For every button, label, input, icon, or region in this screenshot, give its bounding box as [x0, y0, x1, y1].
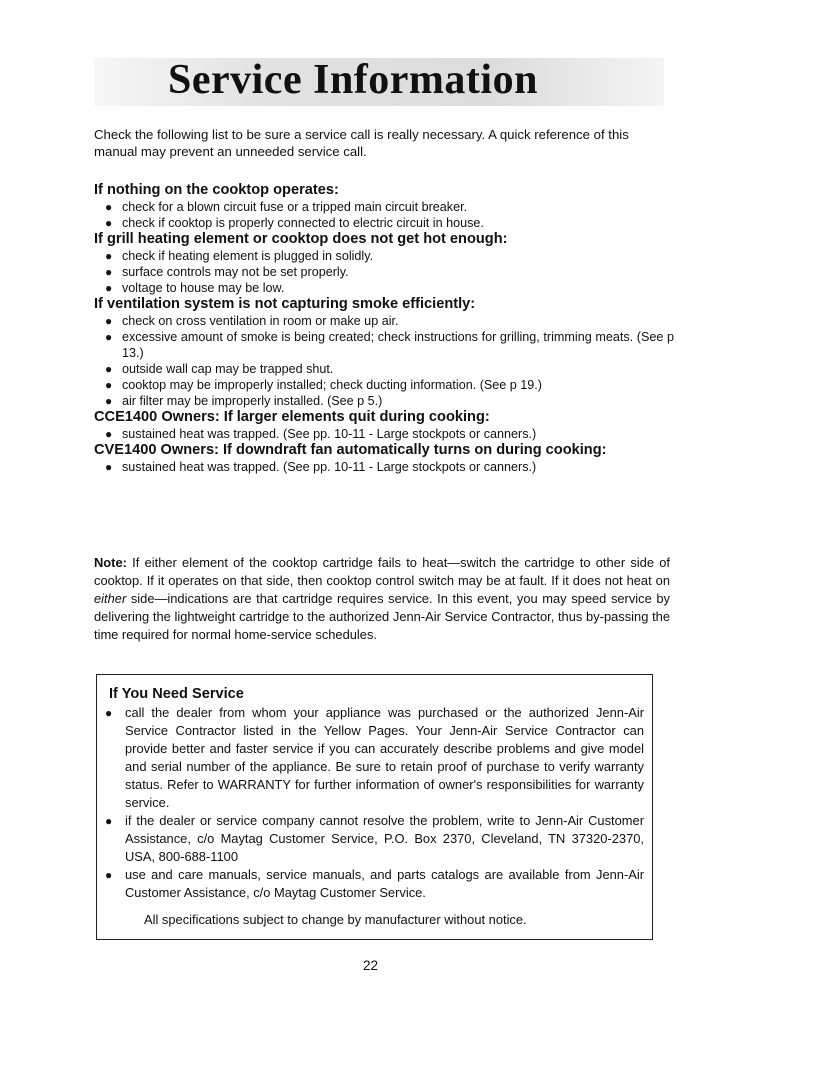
list-item-text: voltage to house may be low.	[122, 281, 285, 295]
bullet-icon: ●	[105, 460, 113, 474]
bullet-icon: ●	[105, 216, 113, 230]
page-number: 22	[363, 958, 379, 973]
list-item	[94, 459, 674, 475]
list-item	[94, 377, 674, 393]
service-list	[105, 704, 644, 902]
section-heading: If nothing on the cooktop operates:	[94, 182, 339, 198]
note-emphasis: either	[94, 591, 127, 606]
list-item	[105, 812, 644, 866]
note-label: Note:	[94, 555, 127, 570]
section-ventilation	[94, 296, 674, 409]
list-item	[94, 329, 674, 361]
intro-paragraph: Check the following list to be sure a service call is really necessary. A quick reference of this manual may prevent an unneeded service call.	[94, 127, 629, 159]
section-heading: CCE1400 Owners: If larger elements quit during cooking:	[94, 409, 490, 425]
list-item	[94, 215, 674, 231]
list-item-text: check if cooktop is properly connected to electric circuit in house.	[122, 216, 484, 230]
check-list	[94, 199, 674, 231]
bullet-icon: ●	[105, 281, 113, 295]
bullet-icon: ●	[105, 330, 113, 344]
list-item-text: call the dealer from whom your appliance was purchased or the authorized Jenn-Air Service Contractor listed in the Yellow Pages. Your Jenn-Air Service Contractor can provide better and faster service if you can accurately describe problems and give model and serial number of the appliance. Be sure to retain proof of purchase to verify warranty status. Refer to WARRANTY for further information of owner's responsibilities for warranty service.	[125, 705, 644, 810]
check-list	[94, 426, 674, 442]
list-item-text: cooktop may be improperly installed; check ducting information. (See p 19.)	[122, 378, 543, 392]
section-no-operation	[94, 182, 674, 231]
bullet-icon: ●	[105, 427, 113, 441]
if-you-need-service-box	[96, 674, 653, 940]
note-text-before: If either element of the cooktop cartridge fails to heat—switch the cartridge to other side of cooktop. If it operates on that side, then cooktop control switch may be at fault. If it does not heat on	[94, 555, 670, 588]
bullet-icon: ●	[105, 249, 113, 263]
section-heading: CVE1400 Owners: If downdraft fan automatically turns on during cooking:	[94, 442, 607, 458]
section-heading: If ventilation system is not capturing smoke efficiently:	[94, 296, 476, 312]
list-item-text: check if heating element is plugged in solidly.	[122, 249, 374, 263]
list-item	[94, 426, 674, 442]
list-item-text: air filter may be improperly installed. (See p 5.)	[122, 394, 383, 408]
list-item-text: excessive amount of smoke is being created; check instructions for grilling, trimming meats. (See p 13.)	[122, 330, 674, 360]
list-item-text: check on cross ventilation in room or make up air.	[122, 314, 399, 328]
list-item	[94, 361, 674, 377]
check-list	[94, 248, 674, 296]
list-item-text: sustained heat was trapped. (See pp. 10-11 - Large stockpots or canners.)	[122, 427, 537, 441]
section-cce1400	[94, 409, 674, 442]
bullet-icon: ●	[105, 314, 113, 328]
bullet-icon: ●	[105, 200, 113, 214]
list-item	[94, 280, 674, 296]
check-list	[94, 313, 674, 409]
note-paragraph	[94, 554, 670, 644]
section-cve1400	[94, 442, 674, 475]
list-item-text: use and care manuals, service manuals, and parts catalogs are available from Jenn-Air Customer Assistance, c/o Maytag Customer Service.	[125, 867, 644, 900]
list-item-text: outside wall cap may be trapped shut.	[122, 362, 334, 376]
section-heading: If grill heating element or cooktop does not get hot enough:	[94, 231, 508, 247]
troubleshooting-list	[94, 182, 674, 475]
list-item	[94, 393, 674, 409]
bullet-icon: ●	[105, 868, 113, 882]
list-item	[94, 248, 674, 264]
disclaimer: All specifications subject to change by manufacturer without notice.	[144, 912, 527, 927]
section-not-hot-enough	[94, 231, 674, 296]
bullet-icon: ●	[105, 362, 113, 376]
list-item	[94, 199, 674, 215]
check-list	[94, 459, 674, 475]
bullet-icon: ●	[105, 814, 113, 828]
list-item-text: surface controls may not be set properly.	[122, 265, 349, 279]
list-item-text: if the dealer or service company cannot resolve the problem, write to Jenn-Air Customer Assistance, c/o Maytag Customer Service, P.O. Box 2370, Cleveland, TN 37320-2370, USA, 800-688-1100	[125, 813, 644, 864]
list-item	[94, 313, 674, 329]
bullet-icon: ●	[105, 706, 113, 720]
list-item	[94, 264, 674, 280]
note-text-after: side—indications are that cartridge requires service. In this event, you may speed service by delivering the lightweight cartridge to the authorized Jenn-Air Service Contractor, thus by-passing the time required for normal home-service schedules.	[94, 591, 670, 642]
service-box-heading: If You Need Service	[109, 686, 244, 702]
bullet-icon: ●	[105, 378, 113, 392]
page-title: Service Information	[168, 57, 538, 103]
list-item	[105, 866, 644, 902]
bullet-icon: ●	[105, 265, 113, 279]
bullet-icon: ●	[105, 394, 113, 408]
list-item-text: sustained heat was trapped. (See pp. 10-11 - Large stockpots or canners.)	[122, 460, 537, 474]
list-item	[105, 704, 644, 812]
list-item-text: check for a blown circuit fuse or a tripped main circuit breaker.	[122, 200, 468, 214]
